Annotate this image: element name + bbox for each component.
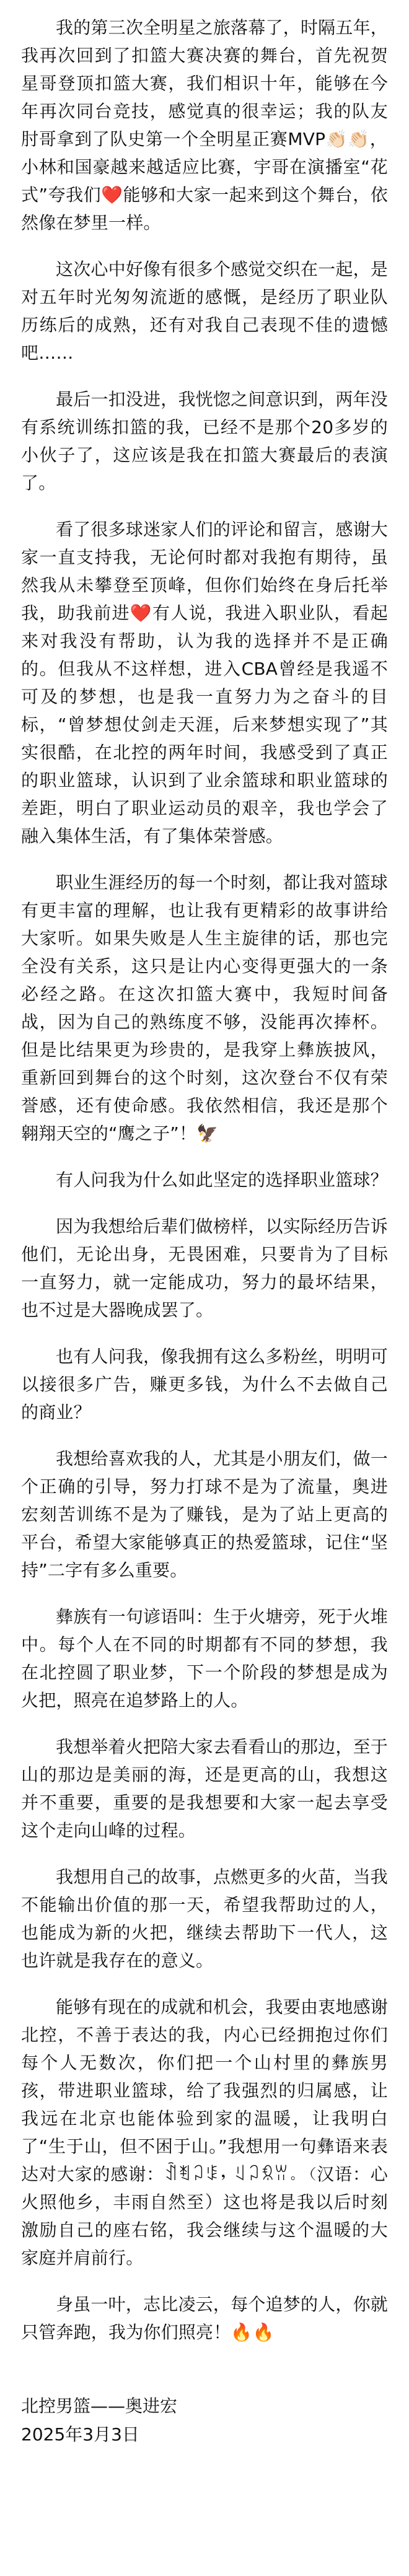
paragraph-5: 职业生涯经历的每一个时刻，都让我对篮球有更丰富的理解，也让我有更精彩的故事讲给大家听。如果失败是人生主旋律的话，那也完全没有关系，这只是让内心变得更强大的一条必经之路。在这次扣篮大赛中，我短时间备战，因为自己的熟练度不够，没能再次捧杯。但是比结果更为珍贵的，是我穿上彝族披风，重新回到舞台的这个时刻，这次登台不仅有荣誉感，还有使命感。我依然相信，我还是那个翱翔天空的“鹰之子”！🦅 [21, 872, 388, 1144]
paragraph-6: 有人问我为什么如此坚定的选择职业篮球？ [56, 1170, 388, 1190]
paragraph-9: 我想给喜欢我的人，尤其是小朋友们，做一个正确的引导，努力打球不是为了流量，奥进宏刻苦训练不是为了赚钱，是为了站上更高的平台，希望大家能够真正的热爱篮球，记住“坚持”二字有多么重要。 [21, 1448, 388, 1580]
paragraph-7: 因为我想给后辈们做榜样，以实际经历告诉他们，无论出身，无畏困难，只要肯为了目标一直努力，就一定能成功，努力的最坏结果，也不过是大器晚成罢了。 [21, 1216, 388, 1320]
paragraph-8: 也有人问我，像我拥有这么多粉丝，明明可以接很多广告，赚更多钱，为什么不去做自己的商业？ [21, 1346, 388, 1422]
signature-date: 2025年3月3日 [21, 2424, 139, 2445]
signature-author: 北控男篮——奥进宏 [21, 2396, 178, 2416]
paragraph-2: 这次心中好像有很多个感觉交织在一起，是对五年时光匆匆流逝的感慨，是经历了职业队历练后的成熟，还有对我自己表现不佳的遗憾吧…… [21, 259, 388, 363]
paragraph-11: 我想举着火把陪大家去看看山的那边，至于山的那边是美丽的海，还是更高的山，我想这并不重要，重要的是我想要和大家一起去享受这个走向山峰的过程。 [21, 1737, 388, 1841]
signature-block [21, 2392, 388, 2449]
paragraph-12: 我想用自己的故事，点燃更多的火苗，当我不能输出价值的那一天，希望我帮助过的人，也能成为新的火把，继续去帮助下一代人，这也许就是我存在的意义。 [21, 1867, 388, 1971]
paragraph-4: 看了很多球迷家人们的评论和留言，感谢大家一直支持我，无论何时都对我抱有期待，虽然我从未攀登至顶峰，但你们始终在身后托举我，助我前进❤️有人说，我进入职业队，看起来对我没有帮助，认为我的选择并不是正确的。但我从不这样想，进入CBA曾经是我遥不可及的梦想，也是我一直努力为之奋斗的目标，“曾梦想仗剑走天涯，后来梦想实现了”其实很酷，在北控的两年时间，我感受到了真正的职业篮球，认识到了业余篮球和职业篮球的差距，明白了职业运动员的艰辛，我也学会了融入集体生活，有了集体荣誉感。 [21, 519, 388, 846]
paragraph-10: 彝族有一句谚语叫：生于火塘旁，死于火堆中。每个人在不同的时期都有不同的梦想，我在北控圆了职业梦，下一个阶段的梦想是成为火把，照亮在追梦路上的人。 [21, 1606, 388, 1711]
paragraph-13: 能够有现在的成就和机会，我要由衷地感谢北控，不善于表达的我，内心已经拥抱过你们每个人无数次，你们把一个山村里的彝族男孩，带进职业篮球，给了我强烈的归属感，让我远在北京也能体验到家的温暖，让我明白了“生于山，但不困于山。”我想用一句彝语来表达对大家的感谢：ꀉꄮꃀꌐ，ꆹꃀꉿꀕ。（汉语：心火照他乡，丰雨自然至）这也将是我以后时刻激励自己的座右铭，我会继续与这个温暖的大家庭并肩前行。 [21, 1997, 388, 2268]
paragraph-3: 最后一扣没进，我恍惚之间意识到，两年没有系统训练扣篮的我，已经不是那个20多岁的小伙子了，这应该是我在扣篮大赛最后的表演了。 [21, 389, 388, 493]
paragraph-14: 身虽一叶，志比凌云，每个追梦的人，你就只管奔跑，我为你们照亮！🔥🔥 [21, 2294, 388, 2342]
paragraph-1: 我的第三次全明星之旅落幕了，时隔五年，我再次回到了扣篮大赛决赛的舞台，首先祝贺星哥登顶扣篮大赛，我们相识十年，能够在今年再次同台竞技，感觉真的很幸运；我的队友肘哥拿到了队史第一个全明星正赛MVP👏🏻👏🏻，小林和国豪越来越适应比赛，宇哥在演播室“花式”夸我们❤️能够和大家一起来到这个舞台，依然像在梦里一样。 [21, 17, 388, 233]
